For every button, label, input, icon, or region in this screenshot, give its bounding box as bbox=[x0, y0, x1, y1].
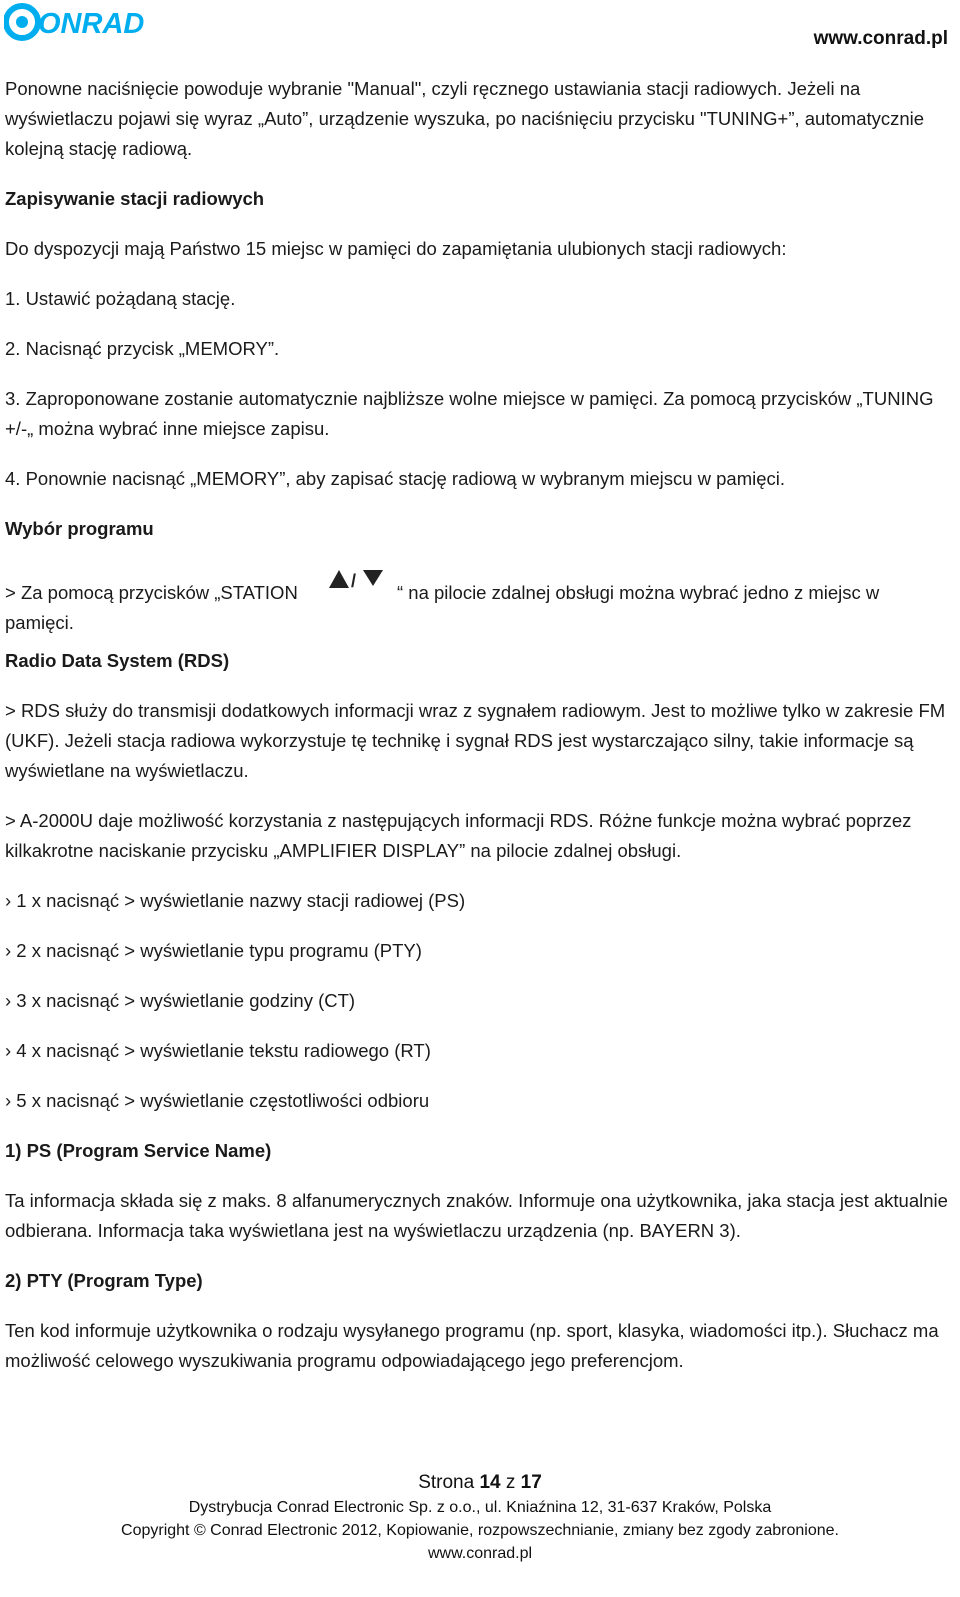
rds-item: › 1 x nacisnąć > wyświetlanie nazwy stacji radiowej (PS) bbox=[5, 890, 466, 911]
step-3: 3. Zaproponowane zostanie automatycznie najbliższe wolne miejsce w pamięci. Za pomocą przycisków „TUNING +/-„ można wybrać inne miejsce zapisu. bbox=[5, 388, 934, 439]
paragraph-ps: Ta informacja składa się z maks. 8 alfanumerycznych znaków. Informuje ona użytkownika, jaka stacja jest aktualnie odbierana. Informacja taka wyświetlana jest na wyświetlaczu urządzenia (np. BAYERN 3). bbox=[5, 1190, 948, 1241]
page-header bbox=[0, 0, 960, 60]
station-instruction bbox=[5, 566, 950, 633]
station-up-down-arrows-icon bbox=[327, 566, 389, 594]
step-1: 1. Ustawić pożądaną stację. bbox=[5, 288, 236, 309]
station-text-tail: pamięci. bbox=[5, 612, 74, 633]
heading-pty: 2) PTY (Program Type) bbox=[5, 1270, 203, 1291]
paragraph-rds-intro: > RDS służy do transmisji dodatkowych informacji wraz z sygnałem radiowym. Jest to możliwe tylko w zakresie FM (UKF). Jeżeli stacja radiowa wykorzystuje tę technikę i sygnał RDS jest wystarczająco silny, takie informacje są wyświetlane na wyświetlaczu. bbox=[5, 700, 946, 781]
paragraph-memory-slots: Do dyspozycji mają Państwo 15 miejsc w pamięci do zapamiętania ulubionych stacji radiowych: bbox=[5, 238, 787, 259]
rds-item: › 2 x nacisnąć > wyświetlanie typu programu (PTY) bbox=[5, 940, 422, 961]
page-prefix: Strona bbox=[418, 1472, 475, 1493]
heading-program-selection: Wybór programu bbox=[5, 518, 154, 539]
step-2: 2. Nacisnąć przycisk „MEMORY”. bbox=[5, 338, 280, 359]
heading-saving-stations: Zapisywanie stacji radiowych bbox=[5, 188, 265, 209]
page-separator: z bbox=[505, 1472, 516, 1493]
conrad-logo bbox=[4, 2, 160, 42]
paragraph-rds-functions: > A-2000U daje możliwość korzystania z następujących informacji RDS. Różne funkcje można wybrać poprzez kilkakrotne naciskanie przycisku „AMPLIFIER DISPLAY” na pilocie zdalnej obsługi. bbox=[5, 810, 912, 861]
footer-url: www.conrad.pl bbox=[427, 1545, 533, 1562]
svg-text:ONRAD: ONRAD bbox=[38, 8, 145, 40]
step-4: 4. Ponownie nacisnąć „MEMORY”, aby zapisać stację radiową w wybranym miejscu w pamięci. bbox=[5, 468, 786, 489]
station-text-start: > Za pomocą przycisków „STATION bbox=[5, 582, 298, 603]
station-text-end: “ na pilocie zdalnej obsługi można wybrać jedno z miejsc w bbox=[397, 582, 880, 603]
paragraph-manual-mode: Ponowne naciśnięcie powoduje wybranie "Manual", czyli ręcznego ustawiania stacji radiowych. Jeżeli na wyświetlaczu pojawi się wyraz „Auto”, urządzenie wyszuka, po naciśnięciu przycisku "TUNING+”, automatycznie kolejną stację radiową. bbox=[5, 78, 925, 159]
paragraph-pty: Ten kod informuje użytkownika o rodzaju wysyłanego programu (np. sport, klasyka, wiadomości itp.). Słuchacz ma możliwość celowego wyszukiwania programu odpowiadającego jego preferencjom. bbox=[5, 1320, 939, 1371]
rds-item: › 5 x nacisnąć > wyświetlanie częstotliwości odbioru bbox=[5, 1090, 430, 1111]
site-url: www.conrad.pl bbox=[813, 28, 948, 49]
page-footer bbox=[0, 1470, 960, 1565]
svg-text:/: / bbox=[351, 571, 357, 591]
document-body bbox=[5, 74, 950, 1376]
footer-distribution: Dystrybucja Conrad Electronic Sp. z o.o., ul. Kniaźnina 12, 31-637 Kraków, Polska bbox=[188, 1499, 772, 1516]
rds-item: › 4 x nacisnąć > wyświetlanie tekstu radiowego (RT) bbox=[5, 1040, 431, 1061]
page-current: 14 bbox=[479, 1472, 501, 1493]
page-total: 17 bbox=[520, 1472, 542, 1493]
heading-rds: Radio Data System (RDS) bbox=[5, 650, 230, 671]
rds-item: › 3 x nacisnąć > wyświetlanie godziny (CT) bbox=[5, 990, 356, 1011]
footer-copyright: Copyright © Conrad Electronic 2012, Kopiowanie, rozpowszechnianie, zmiany bez zgody zabronione. bbox=[121, 1522, 839, 1539]
page-number bbox=[0, 1470, 960, 1496]
heading-ps: 1) PS (Program Service Name) bbox=[5, 1140, 272, 1161]
